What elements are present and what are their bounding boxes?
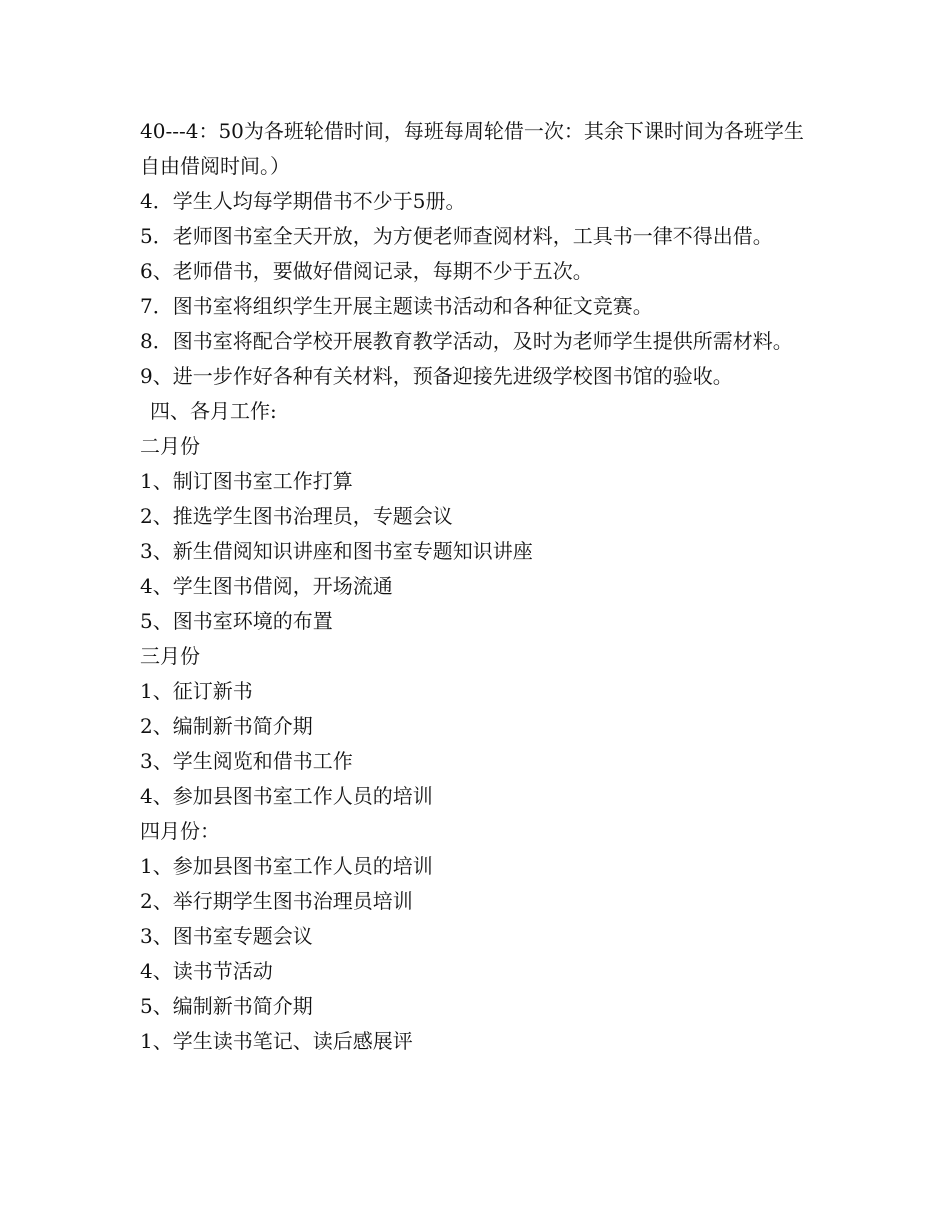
list-item: 3、学生阅览和借书工作 <box>140 749 353 773</box>
month-heading-april: 四月份： <box>140 819 220 843</box>
item-6-teacher-borrowing: 6、老师借书，要做好借阅记录，每期不少于五次。 <box>140 259 593 283</box>
list-item: 3、新生借阅知识讲座和图书室专题知识讲座 <box>140 539 533 563</box>
item-7-reading-activities: 7．图书室将组织学生开展主题读书活动和各种征文竞赛。 <box>140 294 653 318</box>
list-item: 3、图书室专题会议 <box>140 924 313 948</box>
list-item: 4、读书节活动 <box>140 959 273 983</box>
paragraph-borrow-schedule: 40---4：50为各班轮借时间，每班每周轮借一次：其余下课时间为各班学生自由借阅时间。） <box>140 119 804 178</box>
list-item: 5、编制新书简介期 <box>140 994 313 1018</box>
list-item: 2、举行期学生图书治理员培训 <box>140 889 413 913</box>
item-5-teacher-room-open: 5．老师图书室全天开放，为方便老师查阅材料，工具书一律不得出借。 <box>140 224 773 248</box>
list-item: 1、征订新书 <box>140 679 253 703</box>
list-item: 5、图书室环境的布置 <box>140 609 333 633</box>
list-item: 4、参加县图书室工作人员的培训 <box>140 784 433 808</box>
month-heading-march: 三月份 <box>140 644 200 668</box>
list-item: 2、编制新书简介期 <box>140 714 313 738</box>
list-item: 4、学生图书借阅，开场流通 <box>140 574 393 598</box>
month-heading-february: 二月份 <box>140 434 200 458</box>
document-body <box>140 114 820 1059</box>
item-8-support-teaching: 8．图书室将配合学校开展教育教学活动，及时为老师学生提供所需材料。 <box>140 329 793 353</box>
list-item: 1、参加县图书室工作人员的培训 <box>140 854 433 878</box>
list-item: 2、推选学生图书治理员，专题会议 <box>140 504 453 528</box>
section-heading-monthly-work: 四、各月工作: <box>150 399 277 423</box>
list-item: 1、学生读书笔记、读后感展评 <box>140 1029 413 1053</box>
list-item: 1、制订图书室工作打算 <box>140 469 353 493</box>
item-4-books-per-term: 4．学生人均每学期借书不少于5册。 <box>140 189 466 213</box>
item-9-prepare-inspection: 9、进一步作好各种有关材料，预备迎接先进级学校图书馆的验收。 <box>140 364 733 388</box>
